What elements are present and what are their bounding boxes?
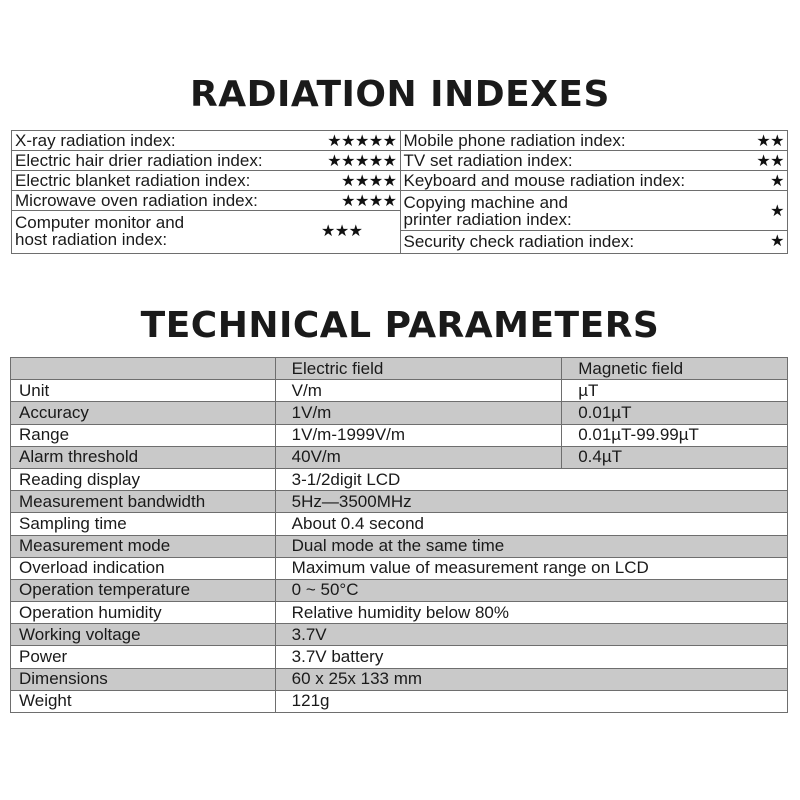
radiation-label: TV set radiation index:	[403, 151, 573, 170]
table-row	[11, 557, 788, 579]
param-name: Working voltage	[11, 624, 276, 646]
param-name: Alarm threshold	[11, 446, 276, 468]
table-row	[11, 424, 788, 446]
star-rating-icon: ★★★	[320, 223, 363, 240]
technical-parameters-table	[10, 357, 788, 713]
param-value: 121g	[275, 690, 787, 712]
table-row	[11, 402, 788, 424]
param-value: Maximum value of measurement range on LCD	[275, 557, 787, 579]
table-row	[11, 535, 788, 557]
technical-parameters-title: TECHNICAL PARAMETERS	[140, 305, 660, 346]
electric-value: 1V/m	[275, 402, 562, 424]
radiation-label: Computer monitor and host radiation index:	[15, 213, 185, 249]
star-rating-icon: ★★	[756, 132, 784, 150]
radiation-column-left	[12, 131, 400, 253]
param-value: 3.7V	[275, 624, 787, 646]
param-name: Operation temperature	[11, 579, 276, 601]
star-rating-icon: ★	[770, 202, 784, 220]
radiation-row	[401, 191, 788, 231]
param-name: Accuracy	[11, 402, 276, 424]
star-rating-icon: ★★★★	[341, 172, 397, 190]
radiation-column-right	[400, 131, 788, 253]
table-row	[11, 646, 788, 668]
magnetic-value: 0.01µT	[562, 402, 788, 424]
electric-value: 40V/m	[275, 446, 562, 468]
star-rating-icon: ★★★★★	[327, 132, 397, 150]
star-rating-icon: ★	[770, 172, 784, 190]
magnetic-value: 0.01µT-99.99µT	[562, 424, 788, 446]
radiation-row	[12, 131, 400, 151]
table-row	[11, 690, 788, 712]
param-name: Unit	[11, 380, 276, 402]
radiation-label: Security check radiation index:	[403, 231, 635, 251]
table-row	[11, 624, 788, 646]
radiation-index-table	[11, 130, 788, 254]
electric-value: V/m	[275, 380, 562, 402]
radiation-label: Microwave oven radiation index:	[15, 191, 258, 210]
param-name: Sampling time	[11, 513, 276, 535]
table-row	[11, 668, 788, 690]
param-name: Range	[11, 424, 276, 446]
star-rating-icon: ★★★★	[341, 192, 397, 210]
param-value: 3-1/2digit LCD	[275, 468, 787, 490]
param-name: Overload indication	[11, 557, 276, 579]
electric-value: 1V/m-1999V/m	[275, 424, 562, 446]
radiation-row	[12, 211, 400, 251]
param-name: Power	[11, 646, 276, 668]
param-value: 3.7V battery	[275, 646, 787, 668]
table-row	[11, 468, 788, 490]
radiation-row	[401, 151, 788, 171]
radiation-indexes-title: RADIATION INDEXES	[190, 74, 610, 115]
radiation-row	[12, 151, 400, 171]
magnetic-value: µT	[562, 380, 788, 402]
radiation-row	[12, 171, 400, 191]
radiation-label: X-ray radiation index:	[15, 131, 176, 150]
star-rating-icon: ★★★★★	[327, 152, 397, 170]
param-value: 60 x 25x 133 mm	[275, 668, 787, 690]
param-name: Weight	[11, 690, 276, 712]
radiation-label: Mobile phone radiation index:	[403, 131, 626, 150]
header-cell	[11, 358, 276, 380]
table-row	[11, 380, 788, 402]
param-name: Reading display	[11, 468, 276, 490]
param-name: Operation humidity	[11, 602, 276, 624]
star-rating-icon: ★	[770, 233, 784, 250]
param-name: Measurement mode	[11, 535, 276, 557]
param-name: Dimensions	[11, 668, 276, 690]
table-row	[11, 602, 788, 624]
param-value: 5Hz—3500MHz	[275, 491, 787, 513]
radiation-row	[12, 191, 400, 211]
table-row	[11, 579, 788, 601]
param-name: Measurement bandwidth	[11, 491, 276, 513]
star-rating-icon: ★★	[756, 152, 784, 170]
radiation-label: Electric blanket radiation index:	[15, 171, 251, 190]
param-value: Dual mode at the same time	[275, 535, 787, 557]
header-cell-magnetic: Magnetic field	[562, 358, 788, 380]
param-value: Relative humidity below 80%	[275, 602, 787, 624]
radiation-label: Copying machine and printer radiation index:	[403, 192, 572, 229]
param-value: About 0.4 second	[275, 513, 787, 535]
radiation-row	[401, 131, 788, 151]
table-row	[11, 491, 788, 513]
table-row	[11, 446, 788, 468]
header-cell-electric: Electric field	[275, 358, 562, 380]
param-value: 0 ~ 50°C	[275, 579, 787, 601]
radiation-label: Electric hair drier radiation index:	[15, 151, 263, 170]
table-header-row	[11, 358, 788, 380]
radiation-label: Keyboard and mouse radiation index:	[403, 171, 686, 190]
table-row	[11, 513, 788, 535]
radiation-row	[401, 231, 788, 251]
radiation-row	[401, 171, 788, 191]
magnetic-value: 0.4µT	[562, 446, 788, 468]
